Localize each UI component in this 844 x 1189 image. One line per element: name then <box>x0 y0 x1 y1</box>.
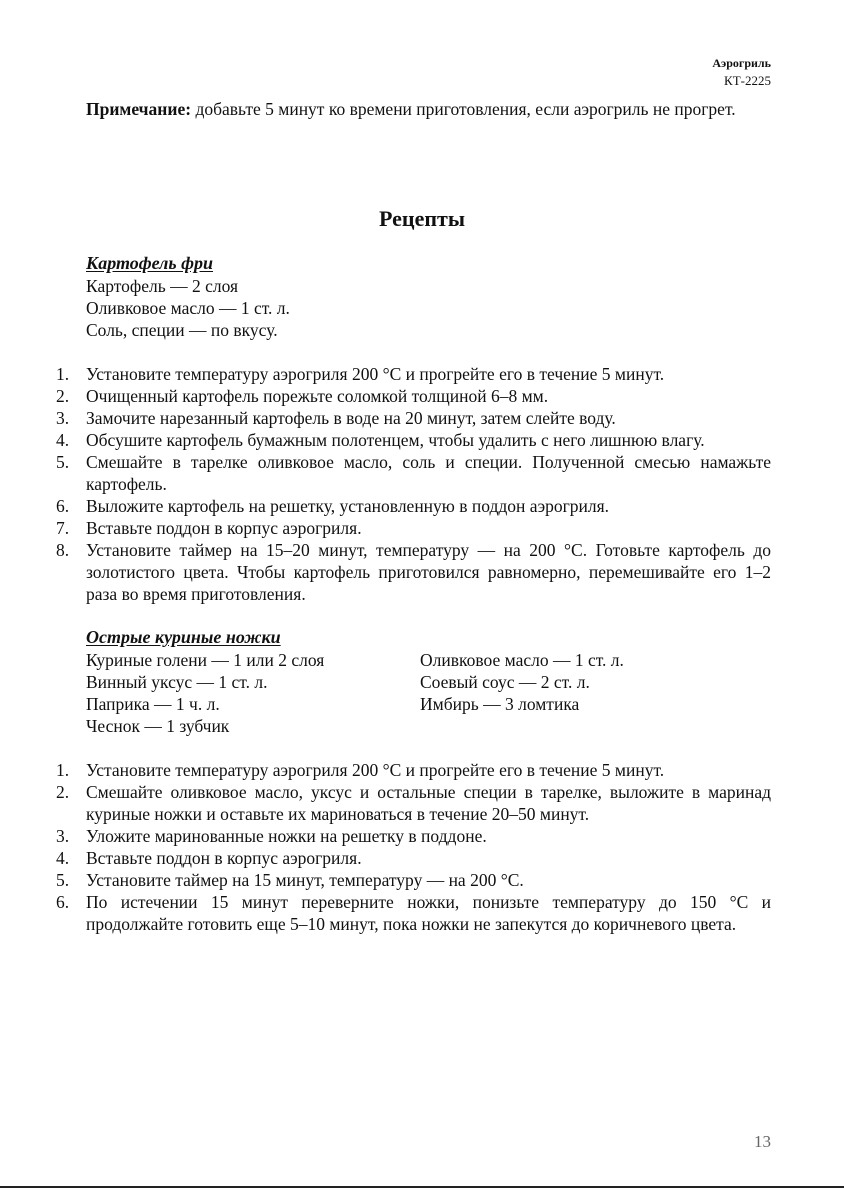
ingredient-item: Паприка — 1 ч. л. <box>86 694 220 714</box>
ingredient-item: Чеснок — 1 зубчик <box>86 716 230 736</box>
step-text: Замочите нарезанный картофель в воде на 20 минут, затем слейте воду. <box>86 408 616 428</box>
steps-fries <box>56 363 771 605</box>
step-text: Установите таймер на 15 минут, температуру — на 200 °С. <box>86 870 524 890</box>
step-text: Обсушите картофель бумажным полотенцем, чтобы удалить с него лишнюю влагу. <box>86 430 705 450</box>
step-number: 4. <box>56 430 70 450</box>
step-item <box>56 759 771 781</box>
step-number: 7. <box>56 518 70 538</box>
step-number: 5. <box>56 870 70 890</box>
step-number: 1. <box>56 364 70 384</box>
step-text: Смешайте оливковое масло, уксус и остальные специи в тарелке, выложите в маринад куриные ножки и оставьте их мариноваться в течение 20–50 минут. <box>86 782 771 824</box>
recipe-title-chicken: Острые куриные ножки <box>86 627 281 647</box>
note-label: Примечание: <box>86 99 192 119</box>
step-item <box>56 363 771 385</box>
step-item <box>56 495 771 517</box>
step-number: 6. <box>56 892 70 912</box>
step-item <box>56 407 771 429</box>
recipe-title-fries: Картофель фри <box>86 253 214 273</box>
step-number: 2. <box>56 782 70 802</box>
step-text: Установите температуру аэрогриля 200 °С и прогрейте его в течение 5 минут. <box>86 760 665 780</box>
ingredient-item: Винный уксус — 1 ст. л. <box>86 672 268 692</box>
page-header <box>712 54 771 90</box>
ingredient-row <box>86 693 686 715</box>
step-number: 6. <box>56 496 70 516</box>
step-text: Очищенный картофель порежьте соломкой толщиной 6–8 мм. <box>86 386 549 406</box>
step-item <box>56 539 771 605</box>
step-number: 3. <box>56 826 70 846</box>
ingredients-chicken <box>86 649 686 737</box>
ingredient-row <box>86 671 686 693</box>
ingredient-item: Соль, специи — по вкусу. <box>86 320 278 340</box>
ingredient-item: Соевый соус — 2 ст. л. <box>420 672 590 692</box>
ingredient-item: Имбирь — 3 ломтика <box>420 694 580 714</box>
ingredient-row <box>86 715 686 737</box>
page-number: 13 <box>754 1132 771 1151</box>
step-item <box>56 385 771 407</box>
step-text: По истечении 15 минут переверните ножки, понизьте температуру до 150 °С и продолжайте готовить еще 5–10 минут, пока ножки не запекутся до коричневого цвета. <box>86 892 771 934</box>
step-number: 8. <box>56 540 70 560</box>
ingredient-item: Оливковое масло — 1 ст. л. <box>86 298 290 318</box>
ingredient-row <box>86 649 686 671</box>
step-item <box>56 451 771 495</box>
step-text: Смешайте в тарелке оливковое масло, соль и специи. Полученной смесью намажьте картофель. <box>86 452 771 494</box>
step-number: 5. <box>56 452 70 472</box>
note-paragraph <box>56 98 771 121</box>
step-item <box>56 891 771 935</box>
step-text: Уложите маринованные ножки на решетку в поддоне. <box>86 826 487 846</box>
step-text: Вставьте поддон в корпус аэрогриля. <box>86 848 362 868</box>
step-text: Установите температуру аэрогриля 200 °С и прогрейте его в течение 5 минут. <box>86 364 665 384</box>
ingredients-fries <box>86 275 290 341</box>
header-product: Аэрогриль <box>712 56 771 70</box>
step-text: Вставьте поддон в корпус аэрогриля. <box>86 518 362 538</box>
ingredient-item: Картофель — 2 слоя <box>86 276 239 296</box>
step-number: 1. <box>56 760 70 780</box>
step-item <box>56 429 771 451</box>
step-number: 3. <box>56 408 70 428</box>
step-text: Выложите картофель на решетку, установленную в поддон аэрогриля. <box>86 496 610 516</box>
bottom-divider <box>0 1186 844 1188</box>
header-model: КТ-2225 <box>724 73 771 88</box>
note-text: добавьте 5 минут ко времени приготовления, если аэрогриль не прогрет. <box>191 99 736 119</box>
step-item <box>56 517 771 539</box>
step-number: 2. <box>56 386 70 406</box>
ingredient-item: Куриные голени — 1 или 2 слоя <box>86 650 325 670</box>
ingredient-item: Оливковое масло — 1 ст. л. <box>420 650 624 670</box>
step-item <box>56 825 771 847</box>
steps-chicken <box>56 759 771 935</box>
section-title: Рецепты <box>378 206 465 231</box>
step-item <box>56 781 771 825</box>
step-item <box>56 847 771 869</box>
step-text: Установите таймер на 15–20 минут, температуру — на 200 °С. Готовьте картофель до золотистого цвета. Чтобы картофель приготовился равномерно, перемешивайте его 1–2 раза во время приготовления. <box>86 540 771 604</box>
step-number: 4. <box>56 848 70 868</box>
step-item <box>56 869 771 891</box>
